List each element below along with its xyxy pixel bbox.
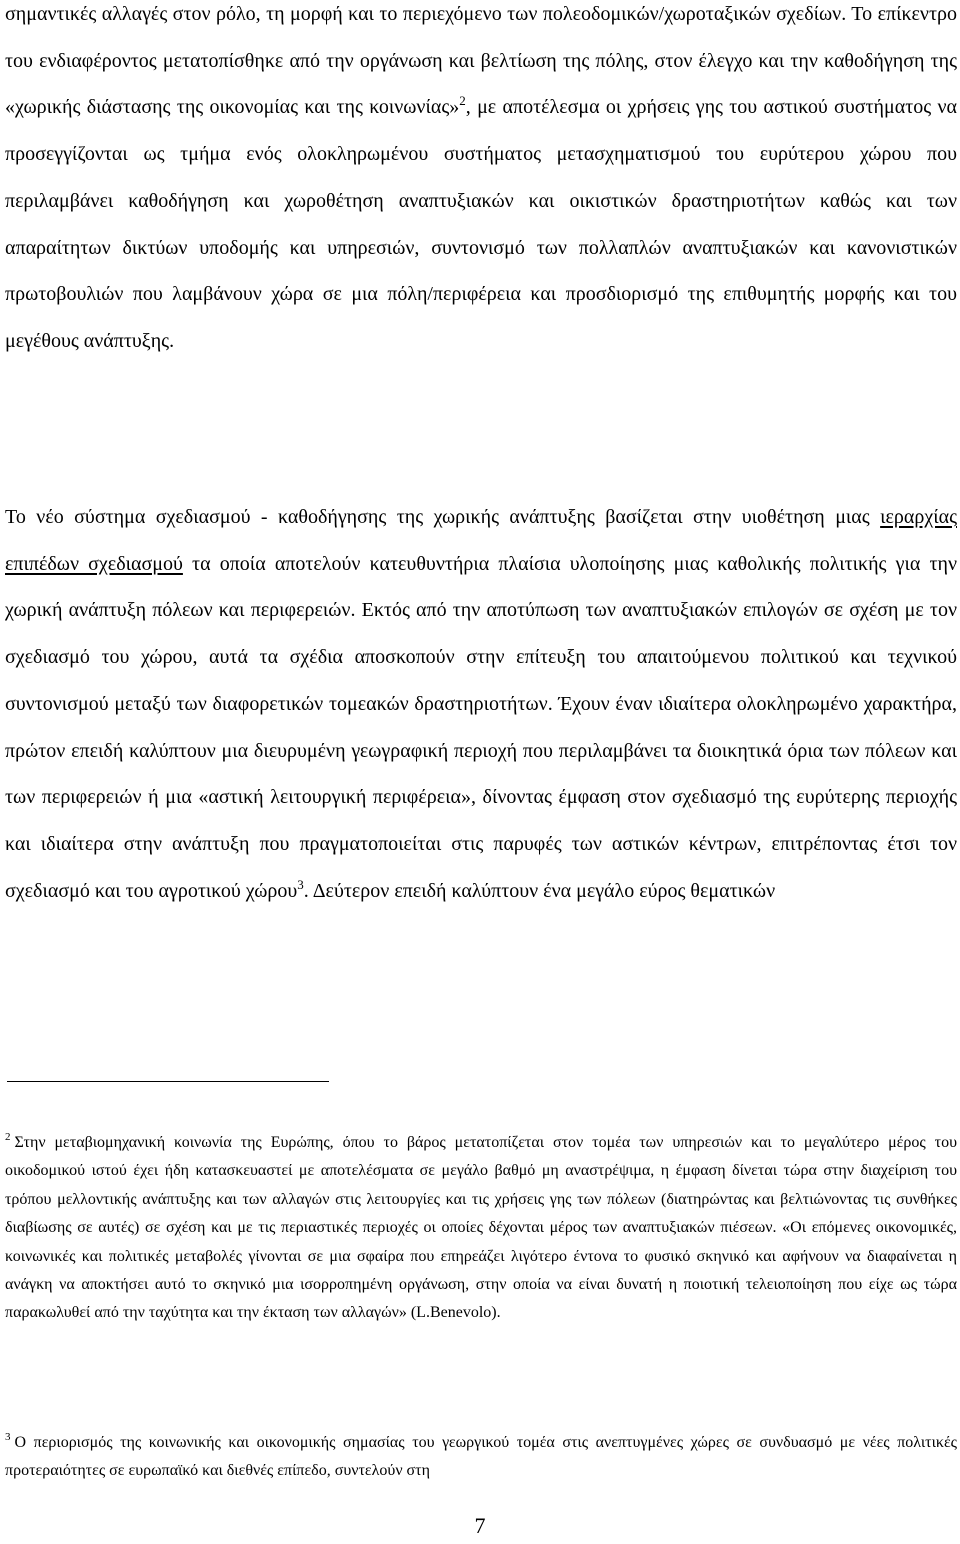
para1-text-a: σημαντικές αλλαγές στον ρόλο, τη μορφή και το περιεχόμενο των πολεοδομικών/χωροταξικών σχεδίων. Το επίκεντρο του ενδιαφέροντος μετατοπίσθηκε από την οργάνωση και βελτίωση της πόλης, στον έλεγχο και την καθοδήγηση της «χωρικής διάστασης της οικονομίας και της κοινωνίας» <box>5 3 957 119</box>
footnote-separator <box>7 1081 329 1082</box>
page-number: 7 <box>474 1513 486 1538</box>
para2-text-c: . Δεύτερον επειδή καλύπτουν ένα μεγάλο εύρος θεματικών <box>303 879 776 902</box>
footnote-3-text: Ο περιορισμός της κοινωνικής και οικονομικής σημασίας του γεωργικού τομέα στις ανεπτυγμένες χώρες σε συνδυασμό με νέες πολιτικές προτεραιότητες σε ευρωπαϊκό και διεθνές επίπεδο, συντελούν στη <box>5 1434 957 1480</box>
footnote-2-marker: 2 <box>5 1131 11 1143</box>
footnote-3-marker: 3 <box>5 1431 11 1443</box>
footnote-3 <box>0 1429 960 1486</box>
para2-text-b: τα οποία αποτελούν κατευθυντήρια πλαίσια υλοποίησης μιας καθολικής πολιτικής για την χωρική ανάπτυξη πόλεων και περιφερειών. Εκτός από την αποτύπωση των αναπτυξιακών επιλογών σε σχέση με τον σχεδιασμό του χώρου, αυτά τα σχέδια αποσκοπούν στην επίτευξη του απαιτούμενου πολιτικού και τεχνικού συντονισμού μεταξύ των διαφορετικών τομεακών δραστηριοτήτων. Έχουν έναν ιδιαίτερα ολοκληρωμένο χαρακτήρα, πρώτον επειδή καλύπτουν μια διευρυμένη γεωγραφική περιοχή που περιλαμβάνει τα διοικητικά όρια των πόλεων και των περιφερειών ή μια «αστική λειτουργική περιφέρεια», δίνοντας έμφαση στον σχεδιασμό της ευρύτερης περιοχής και ιδιαίτερα στην ανάπτυξη που πραγματοποιείται στις παρυφές των αστικών κέντρων, επιτρέποντας έτσι τον σχεδιασμό και του αγροτικού χώρου <box>5 552 958 902</box>
body-paragraph-1 <box>0 0 960 365</box>
footnote-2-text: Στην μεταβιομηχανική κοινωνία της Ευρώπης, όπου το βάρος μετατοπίζεται στον τομέα των υπηρεσιών και το μεγαλύτερο μέρος του οικοδομικού ιστού έχει ήδη κατασκευαστεί με αποτελέσματα σε μεγάλο βαθμό μη αναστρέψιμα, η έμφαση δίνεται τώρα στην διαχείριση του τρόπου μελλοντικής ανάπτυξης και των αλλαγών στις λειτουργίες και τις χρήσεις γης των πόλεων (διατηρώντας και βελτιώνοντας τις συνθήκες διαβίωσης σε αυτές) σε σχέση και με τις περιαστικές περιοχές οι οποίες δέχονται μέρος των αναπτυξιακών πιέσεων. «Οι επόμενες οικονομικές, κοινωνικές και πολιτικές μεταβολές γίνονται σε μια σφαίρα που επηρεάζει λιγότερο έντονα το φυσικό σκηνικό και αφήνουν να διαφαίνεται η ανάγκη να αποκτήσει αυτό το σκηνικό μια ισορροπημένη οργάνωση, στην οποία να είναι δυνατή η ποιοτική τελειοποίηση που είχε ως τώρα παρακωλυθεί από την ταχύτητα και την έκταση των αλλαγών» (L.Benevolo). <box>5 1134 957 1322</box>
footnote-ref-2[interactable]: 2 <box>459 93 466 109</box>
para1-text-b: , με αποτέλεσμα οι χρήσεις γης του αστικού συστήματος να προσεγγίζονται ως τμήμα ενός ολοκληρωμένου συστήματος μετασχηματισμού του ευρύτερου χώρου που περιλαμβάνει καθοδήγηση και χωροθέτηση αναπτυξιακών και οικιστικών δραστηριοτήτων καθώς και των απαραίτητων δικτύων υποδομής και υπηρεσιών, συντονισμό των πολλαπλών αναπτυξιακών και κανονιστικών πρωτοβουλιών που λαμβάνουν χώρα σε μια πόλη/περιφέρεια και προσδιορισμό της επιθυμητής μορφής και του μεγέθους ανάπτυξης. <box>5 96 958 352</box>
footnote-ref-3[interactable]: 3 <box>297 876 304 892</box>
underlined-phrase: ιεραρχίας επιπέδων σχεδιασμού <box>5 506 957 575</box>
body-paragraph-2 <box>0 494 960 914</box>
para2-text-a: Το νέο σύστημα σχεδιασμού - καθοδήγησης της χωρικής ανάπτυξης βασίζεται στην υιοθέτηση μιας <box>5 506 881 528</box>
footnote-2 <box>0 1129 960 1328</box>
